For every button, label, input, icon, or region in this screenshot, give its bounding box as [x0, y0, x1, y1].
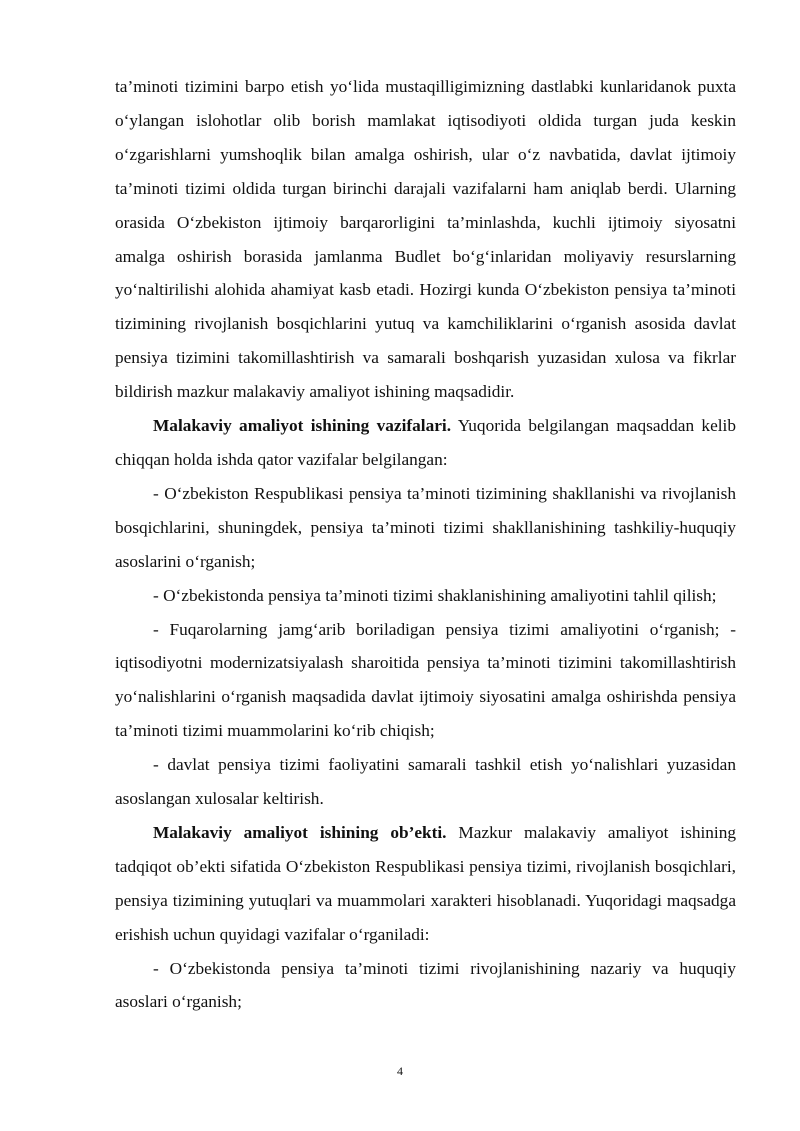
- list-item: [115, 613, 736, 749]
- paragraph-tasks: [115, 409, 736, 477]
- paragraph-text: ta’minoti tizimini barpo etish yo‘lida mustaqilligimizning dastlabki kunlaridanok puxta o‘ylangan islohotlar olib borish mamlakat iqtisodiyoti oldida turgan juda keskin o‘zgarishlarni yumshoqlik bilan amalga oshirish, ular o‘z navbatida, davlat ijtimoiy ta’minoti tizimi oldida turgan birinchi darajali vazifalarni ham aniqlab berdi. Ularning orasida O‘zbekiston ijtimoiy barqarorligini ta’minlashda, kuchli ijtimoiy siyosatni amalga oshirish borasida jamlanma Budlet bo‘g‘inlaridan moliyaviy resurslarning yo‘naltirilishi alohida ahamiyat kasb etadi. Hozirgi kunda O‘zbekiston pensiya ta’minoti tizimining rivojlanish bosqichlarini yutuq va kamchiliklarini o‘rganish asosida davlat pensiya tizimini takomillashtirish va samarali boshqarish yuzasidan xulosa va fikrlar bildirish mazkur malakaviy amaliyot ishining maqsadidir.: [115, 77, 736, 402]
- list-item-text: - O‘zbekiston Respublikasi pensiya ta’minoti tizimining shakllanishi va rivojlanish bosqichlarini, shuningdek, pensiya ta’minoti tizimi shakllanishining tashkiliy-huquqiy asoslarini o‘rganish;: [115, 483, 736, 571]
- list-item: [115, 579, 736, 613]
- section-heading-object: Malakaviy amaliyot ishining ob’ekti.: [153, 822, 447, 842]
- list-item: [115, 952, 736, 1020]
- list-item-text: - davlat pensiya tizimi faoliyatini samarali tashkil etish yo‘nalishlari yuzasidan asoslangan xulosalar keltirish.: [115, 755, 736, 809]
- paragraph-text: Yuqorida belgilangan maqsaddan kelib chiqqan holda ishda qator vazifalar belgilangan:: [115, 416, 736, 469]
- list-item-text: - O‘zbekistonda pensiya ta’minoti tizimi rivojlanishining nazariy va huquqiy asoslari o‘rganish;: [115, 958, 736, 1012]
- list-item-text: - O‘zbekistonda pensiya ta’minoti tizimi shaklanishining amaliyotini tahlil qilish;: [153, 585, 717, 605]
- paragraph-intro-continued: [115, 70, 736, 409]
- paragraph-object: [115, 816, 736, 952]
- paragraph-text: Mazkur malakaviy amaliyot ishining tadqiqot ob’ekti sifatida O‘zbekiston Respublikasi pensiya tizimi, rivojlanish bosqichlari, pensiya tizimining yutuqlari va muammolari xarakteri hisoblanadi. Yuqoridagi maqsadga erishish uchun quyidagi vazifalar o‘rganiladi:: [115, 822, 736, 944]
- section-heading-tasks: Malakaviy amaliyot ishining vazifalari.: [153, 416, 452, 436]
- document-body: [115, 70, 736, 1019]
- list-item: [115, 477, 736, 579]
- list-item: [115, 748, 736, 816]
- page-number: 4: [397, 1064, 403, 1078]
- list-item-text: - Fuqarolarning jamg‘arib boriladigan pensiya tizimi amaliyotini o‘rganish; - iqtisodiyotni modernizatsiyalash sharoitida pensiya ta’minoti tizimini takomillashtirish yo‘nalishlarini o‘rganish maqsadida davlat ijtimoiy siyosatini amalga oshirishda pensiya ta’minoti tizimi muammolarini ko‘rib chiqish;: [115, 619, 736, 741]
